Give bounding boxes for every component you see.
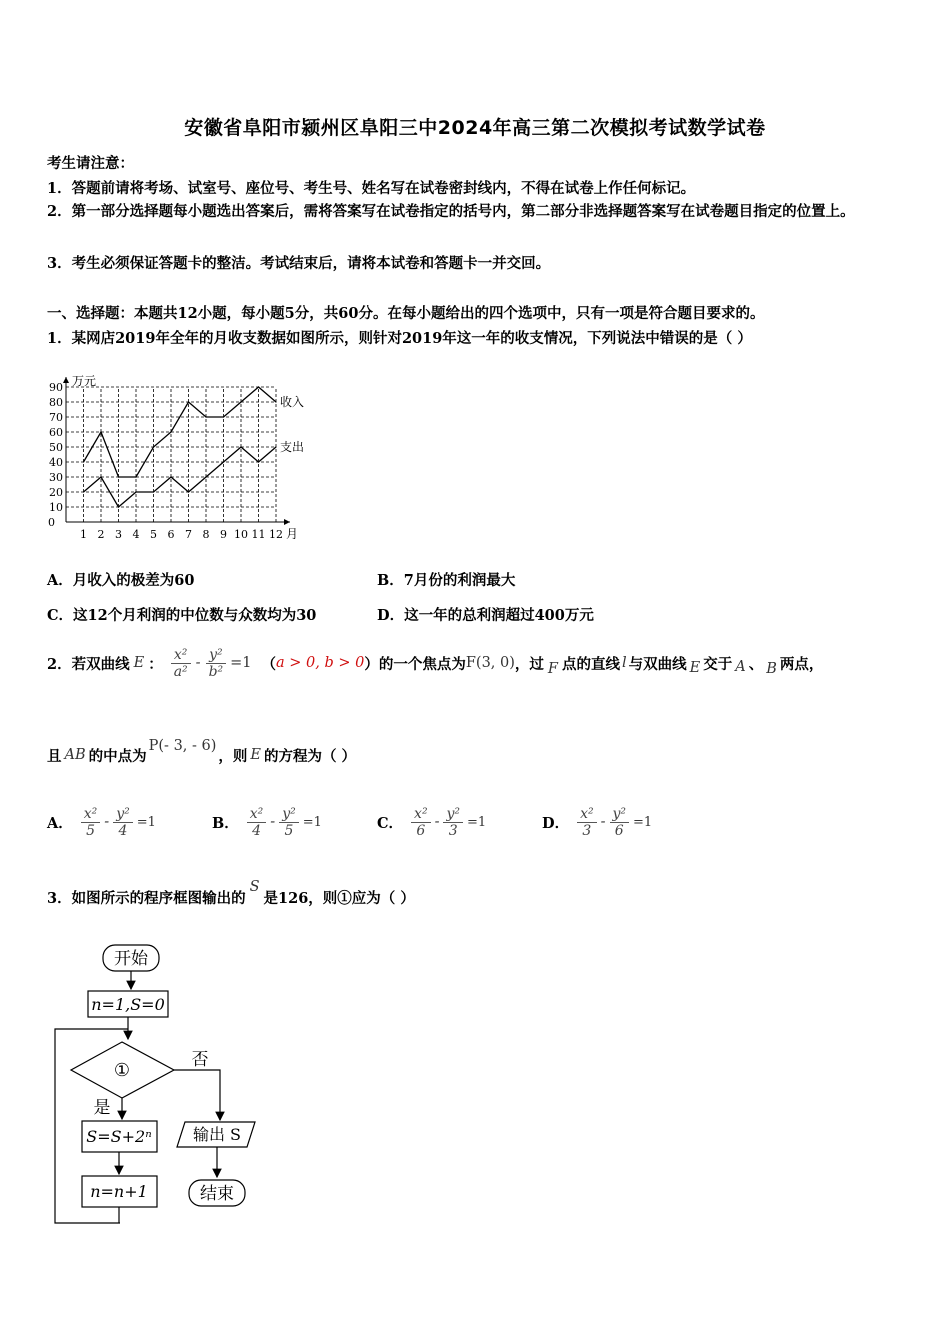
x-tick-label: 7 [185, 528, 192, 541]
frac-num: y² [610, 806, 630, 823]
y-tick-label: 40 [49, 456, 63, 469]
frac-num: x² [247, 806, 267, 823]
q2-eq-one: =1 [230, 655, 252, 671]
q2-text: 的方程为（ ） [264, 747, 357, 765]
start-label: 开始 [114, 949, 148, 969]
eq: =1 [136, 814, 156, 830]
series-label: 支出 [280, 440, 305, 454]
data-point [118, 506, 119, 507]
eq: =1 [633, 814, 653, 830]
frac-num: y² [206, 647, 227, 664]
y-tick-label: 80 [49, 396, 63, 409]
y-tick-label: 30 [49, 471, 63, 484]
q3-var: S [249, 879, 260, 895]
q2-focus-letter: F [547, 661, 558, 677]
option-label: C． [377, 814, 404, 832]
q2-line-letter: l [621, 655, 627, 671]
income-expense-chart [40, 365, 305, 550]
q3-text: 是126，则①应为（ ） [263, 889, 415, 907]
data-point [83, 491, 84, 492]
q2-text: 与双曲线 [628, 655, 687, 673]
x-tick-label: 2 [97, 528, 105, 541]
data-point [240, 401, 241, 402]
x-tick-label: 8 [202, 528, 210, 541]
y-tick-label: 50 [49, 441, 63, 454]
q2-option-a[interactable]: A． $\frac{\text{x²}}{5}$ - $\frac{\text{y²}}{4}$ =1 [47, 805, 156, 839]
q2-curve: E [250, 747, 261, 763]
q2-stem-line1 [47, 638, 823, 688]
y-tick-label: 90 [49, 381, 63, 394]
frac [411, 806, 431, 839]
frac-den: 3 [582, 822, 592, 839]
q2-text: ，过 [514, 655, 544, 673]
q1-option-c[interactable]: C．这12个月利润的中位数与众数均为30 [47, 607, 317, 624]
x-tick-label: 10 [234, 528, 248, 541]
x-tick-label: 6 [167, 528, 175, 541]
yes-label: 是 [93, 1098, 111, 1118]
notice-item-2: 2．第一部分选择题每小题选出答案后，需将答案写在试卷指定的括号内，第二部分非选择题答案写在试卷题目指定的位置上。 [47, 203, 855, 220]
data-point [223, 461, 224, 462]
q2-text: 且 [47, 747, 62, 765]
q2-option-c[interactable]: C． $\frac{\text{x²}}{6}$ - $\frac{\text{y²}}{3}$ =1 [377, 805, 487, 839]
q2-option-d[interactable]: D． $\frac{\text{x²}}{3}$ - $\frac{\text{y²}}{6}$ =1 [542, 805, 653, 839]
frac [279, 806, 299, 839]
data-point [135, 491, 136, 492]
frac [577, 806, 597, 839]
option-label: D． [542, 814, 570, 832]
frac-den: 6 [614, 822, 624, 839]
frac-den: 5 [284, 822, 294, 839]
y-tick-label: 60 [49, 426, 63, 439]
y-tick-label: 0 [48, 516, 55, 529]
q2-colon: ： [148, 655, 163, 673]
y-tick-label: 70 [49, 411, 63, 424]
q2-focus: F(3, 0) [465, 655, 515, 671]
frac-den: 4 [252, 822, 261, 839]
x-tick-label: 5 [150, 528, 157, 541]
data-point [275, 401, 276, 402]
data-point [100, 431, 101, 432]
eq: =1 [467, 814, 487, 830]
q2-point-b: B [766, 661, 777, 677]
frac-num: y² [443, 806, 463, 823]
q2-condition: a > 0, b > 0 [276, 655, 365, 671]
y-tick-label: 20 [49, 486, 63, 499]
notice-item-3: 3．考生必须保证答题卡的整洁。考试结束后，请将本试卷和答题卡一并交回。 [47, 255, 551, 272]
frac-num: x² [171, 647, 191, 664]
data-point [258, 386, 259, 387]
q2-point-a: A [735, 659, 746, 675]
q2-frac-y [206, 647, 227, 680]
init-label: n=1,S=0 [91, 995, 165, 1014]
q2-text: ，则 [218, 747, 248, 765]
q2-segment: AB [64, 747, 86, 763]
q2-text: 、 [748, 655, 764, 673]
y-tick-label: 10 [49, 501, 63, 514]
frac-num: x² [81, 806, 101, 823]
q2-stem-line2 [47, 738, 356, 772]
data-point [100, 476, 101, 477]
frac [113, 806, 133, 839]
q2-text: 点的直线 [561, 655, 620, 673]
frac-den: a² [173, 663, 188, 680]
q2-frac-x [171, 647, 191, 680]
y-axis-label: 万元 [72, 374, 97, 388]
frac-den: 3 [448, 822, 458, 839]
q2-option-b[interactable]: B． $\frac{\text{x²}}{4}$ - $\frac{\text{y²}}{5}$ =1 [212, 805, 322, 839]
frac-num: y² [279, 806, 299, 823]
end-label: 结束 [200, 1184, 234, 1204]
q2-lead: 2．若双曲线 [47, 655, 130, 673]
q1-option-b[interactable]: B．7月份的利润最大 [377, 572, 516, 589]
x-axis-label: 月 [286, 527, 299, 541]
chart-grid [66, 387, 276, 522]
x-axis-arrow [284, 519, 290, 525]
q2-text: 交于 [703, 655, 733, 673]
page-title: 安徽省阜阳市颍州区阜阳三中2024年高三第二次模拟考试数学试卷 [184, 117, 766, 139]
data-point [223, 416, 224, 417]
frac-den: 5 [86, 822, 95, 839]
data-point [205, 476, 206, 477]
data-point [188, 401, 189, 402]
sum-step-label: S=S+2ⁿ [86, 1127, 152, 1146]
q2-text: 的中点为 [88, 747, 147, 765]
q1-stem: 1．某网店2019年全年的月收支数据如图所示，则针对2019年这一年的收支情况，下列说法中错误的是（ ） [47, 330, 752, 347]
frac-num: y² [113, 806, 133, 823]
q2-cond-open: （ [261, 655, 277, 673]
q2-text: 两点， [779, 655, 824, 673]
frac [81, 806, 101, 839]
q2-minus: - [195, 655, 201, 671]
frac-den: 4 [118, 822, 128, 839]
frac-den: b² [208, 663, 224, 680]
x-tick-label: 1 [80, 528, 87, 541]
increment-step-label: n=n+1 [90, 1182, 148, 1201]
notice-heading: 考生请注意： [47, 155, 134, 172]
data-point [188, 491, 189, 492]
frac-den: 6 [416, 822, 426, 839]
data-point [83, 461, 84, 462]
frac-num: x² [411, 806, 431, 823]
q3-text: 3．如图所示的程序框图输出的 [47, 889, 246, 907]
x-tick-label: 11 [251, 528, 266, 541]
q1-option-a[interactable]: A．月收入的极差为60 [47, 572, 195, 589]
data-point [170, 476, 171, 477]
x-tick-label: 12 [269, 528, 283, 541]
q2-curve: E [689, 660, 701, 676]
option-label: B． [212, 814, 239, 832]
no-label: 否 [191, 1050, 209, 1070]
data-point [170, 431, 171, 432]
data-point [153, 446, 154, 447]
section-heading: 一、选择题：本题共12小题，每小题5分，共60分。在每小题给出的四个选项中，只有一项是符合题目要求的。 [47, 305, 765, 322]
data-point [153, 491, 154, 492]
data-point [205, 416, 206, 417]
frac-num: x² [577, 806, 597, 823]
data-point [135, 476, 136, 477]
q3-stem [47, 880, 415, 914]
option-label: A． [47, 814, 73, 832]
y-axis-arrow [63, 377, 69, 383]
q1-option-d[interactable]: D．这一年的总利润超过400万元 [377, 607, 594, 624]
output-label: 输出 S [192, 1125, 242, 1144]
notice-item-1: 1．答题前请将考场、试室号、座位号、考生号、姓名写在试卷密封线内，不得在试卷上作任何标记。 [47, 180, 696, 197]
x-tick-label: 4 [132, 528, 140, 541]
frac [247, 806, 267, 839]
eq: =1 [302, 814, 322, 830]
q2-cond-close: ） [364, 655, 379, 673]
q2-midpoint: P(- 3, - 6) [148, 738, 217, 754]
data-point [118, 476, 119, 477]
condition-label: ① [113, 1060, 131, 1081]
q2-curve: E [133, 655, 145, 671]
q2-text: 的一个焦点为 [378, 655, 466, 673]
data-point [275, 446, 276, 447]
x-tick-label: 9 [220, 528, 227, 541]
frac [443, 806, 463, 839]
data-point [258, 461, 259, 462]
frac [610, 806, 630, 839]
data-point [240, 446, 241, 447]
flowchart [45, 935, 285, 1235]
chart-axes [63, 377, 290, 525]
series-label: 收入 [280, 395, 305, 409]
x-tick-label: 3 [115, 528, 122, 541]
